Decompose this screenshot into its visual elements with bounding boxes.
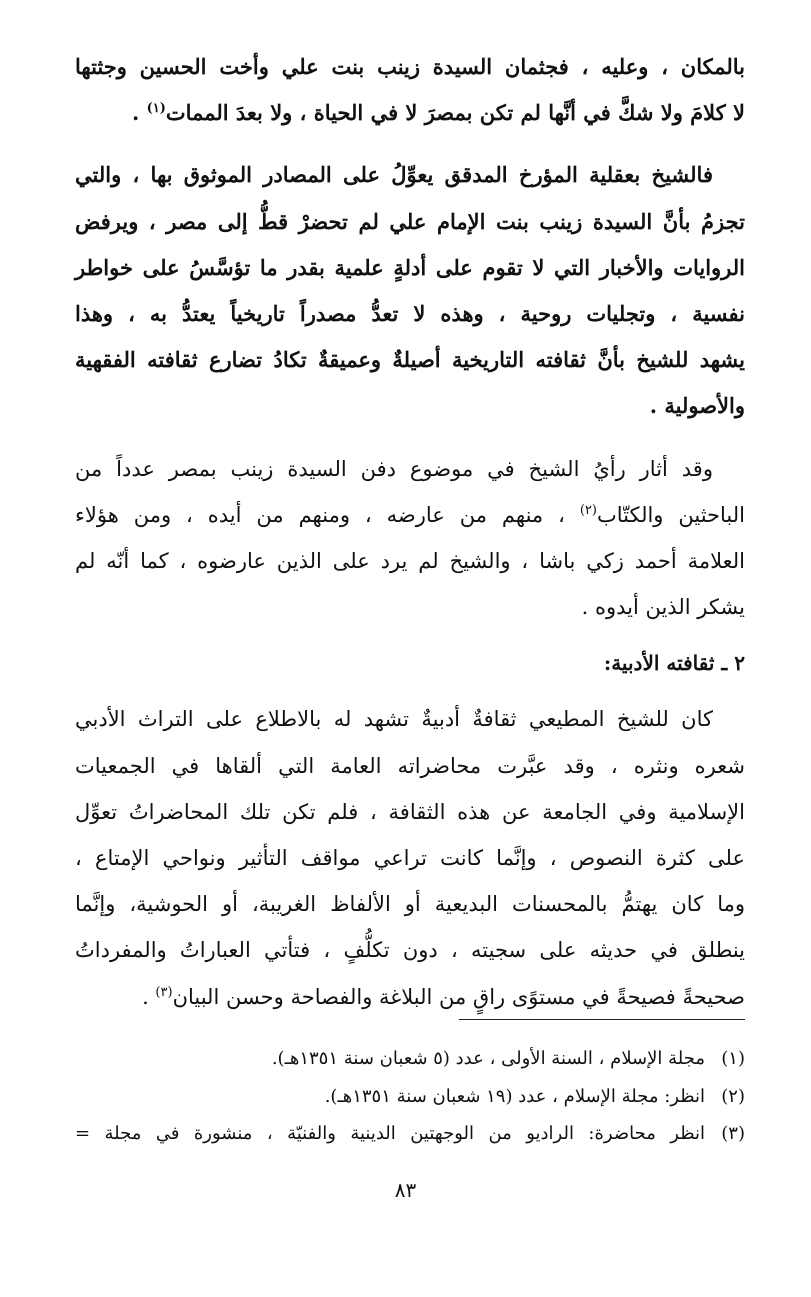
footnote-number: (١) — [721, 1048, 745, 1069]
paragraph-1 — [75, 44, 745, 136]
text-line: يشهد للشيخ بأنَّ ثقافته التاريخية أصيلةٌ وعميقةٌ تكادُ تضارع ثقافته الفقهية — [75, 347, 745, 373]
text-segment: ، منهم من عارضه ، ومنهم من أيده ، ومن هؤلاء — [75, 502, 580, 527]
text-line — [75, 492, 745, 538]
text-segment: لا كلامَ ولا شكَّ في أنَّها لم تكن بمصرَ لا في الحياة ، ولا بعدَ الممات — [165, 100, 745, 126]
footnote-item — [75, 1078, 745, 1116]
text-line: نفسية ، وتجليات روحية ، وهذه لا تعدُّ مصدراً تاريخياً يعتدُّ به ، وهذا — [75, 301, 745, 327]
footnote-text: مجلة الإسلام ، السنة الأولى ، عدد (٥ شعبان سنة ١٣٥١هـ). — [271, 1048, 705, 1069]
text-line: شعره ونثره ، وقد عبَّرت محاضراته العامة التي ألقاها في الجمعيات — [75, 753, 745, 778]
footnotes — [75, 1040, 745, 1153]
paragraph-4 — [75, 696, 745, 1019]
text-segment: . — [142, 984, 156, 1009]
paragraph-2 — [75, 152, 745, 429]
footnote-text: انظر محاضرة: الراديو من الوجهتين الدينية والفنيّة ، منشورة في مجلة = — [75, 1123, 705, 1144]
text-segment: الباحثين والكتّاب — [596, 502, 745, 527]
section-heading: ٢ ـ ثقافته الأدبية: — [603, 651, 745, 676]
text-segment: . — [131, 100, 147, 126]
text-line: على كثرة النصوص ، وإنَّما كانت تراعي مواقف التأثير ونواحي الإمتاع ، — [75, 846, 745, 871]
text-line: كان للشيخ المطيعي ثقافةٌ أدبيةٌ تشهد له بالاطلاع على التراث الأدبي — [75, 707, 713, 732]
text-line: وقد أثار رأيُ الشيخ في موضوع دفن السيدة زينب بمصر عدداً من — [75, 456, 713, 481]
text-line: فالشيخ بعقلية المؤرخ المدقق يعوِّلُ على المصادر الموثوق بها ، والتي — [75, 162, 713, 188]
footnote-ref-2[interactable]: (٢) — [579, 502, 597, 518]
text-line: والأصولية . — [649, 393, 745, 419]
text-line: تجزمُ بأنَّ السيدة زينب بنت الإمام علي لم تحضرْ قطُّ إلى مصر ، ويرفض — [75, 208, 745, 234]
text-line: الإسلامية وفي الجامعة عن هذه الثقافة ، فلم تكن تلك المحاضراتُ تعوِّل — [75, 799, 745, 824]
text-line: الروايات والأخبار التي لا تقوم على أدلةٍ علمية بقدر ما تؤسَّسُ على خواطر — [75, 254, 745, 280]
footnote-item — [75, 1040, 745, 1078]
footnote-text: انظر: مجلة الإسلام ، عدد (١٩ شعبان سنة ١٣٥١هـ). — [324, 1085, 705, 1107]
text-line: ينطلق في حديثه على سجيته ، دون تكلُّفٍ ، فتأتي العباراتُ والمفرداتُ — [75, 938, 745, 963]
text-line: وما كان يهتمُّ بالمحسنات البديعية أو الألفاظ الغريبة، أو الحوشية، وإنَّما — [75, 892, 745, 917]
footnote-ref-3[interactable]: (٣) — [155, 984, 173, 1000]
footnote-number: (٣) — [721, 1123, 745, 1144]
text-line — [75, 90, 745, 136]
footnote-number: (٢) — [721, 1085, 745, 1107]
footnote-item — [75, 1115, 745, 1153]
text-line: العلامة أحمد زكي باشا ، والشيخ لم يرد على الذين عارضوه ، كما أنّه لم — [75, 549, 745, 574]
text-segment: صحيحةً فصيحةً في مستوًى راقٍ من البلاغة والفصاحة وحسن البيان — [172, 984, 745, 1009]
text-line: بالمكان ، وعليه ، فجثمان السيدة زينب بنت علي وأخت الحسين وجثتها — [75, 54, 745, 79]
page-number: ٨٣ — [394, 1178, 417, 1202]
footnote-ref-1[interactable]: (١) — [146, 101, 166, 117]
paragraph-3 — [75, 446, 745, 631]
text-line — [75, 974, 745, 1020]
footnote-separator — [459, 1019, 745, 1020]
text-line: يشكر الذين أيدوه . — [581, 595, 745, 620]
